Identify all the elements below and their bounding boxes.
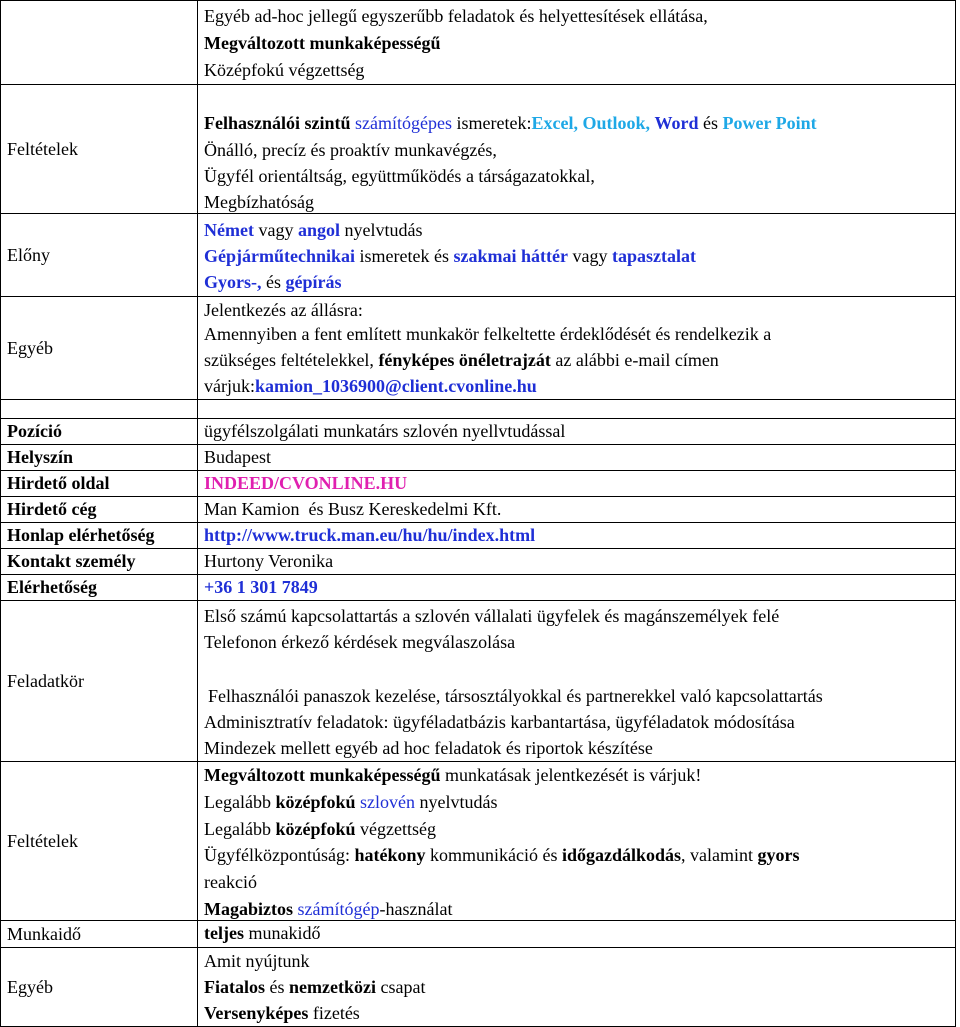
label-hirdeto-ceg: Hirdető cég [0, 496, 198, 523]
apply-seg-3: az alábbi e-mail címen [555, 350, 719, 370]
apply-cell [197, 296, 956, 400]
advantages-cell [197, 213, 956, 297]
req2-hatekony: hatékony [354, 845, 426, 865]
req-powerpoint: Power Point [722, 113, 817, 133]
req-line-2: Önálló, precíz és proaktív munkavégzés, [204, 140, 497, 160]
adv-line-3 [204, 269, 953, 295]
apply-line-3 [204, 347, 953, 373]
adv-nyelvtudas: nyelvtudás [344, 220, 423, 240]
top-line-1: Egyéb ad-hoc jellegű egyszerűbb feladatok és helyettesítések ellátása, [204, 6, 708, 26]
adv-line-2 [204, 243, 953, 269]
req2-kozepfoku: középfokú [275, 792, 356, 812]
adv-angol: angol [297, 220, 340, 240]
label-egyeb: Egyéb [0, 296, 198, 400]
value-kontakt: Hurtony Veronika [197, 548, 956, 575]
label-egyeb-2: Egyéb [0, 947, 198, 1027]
tasks-cell [197, 600, 956, 762]
req2-valamint: , valamint [681, 845, 753, 865]
req2-ugyfelkozpont: Ügyfélközpontúság: [204, 845, 350, 865]
req-line-3: Ügyfél orientáltság, együttműködés a társágazatokkal, [204, 166, 595, 186]
other-fiatalos: Fiatalos [204, 977, 265, 997]
req2-kommunikacio: kommunikáció és [429, 845, 558, 865]
req2-magabiztos: Magabiztos [204, 899, 293, 919]
req2-line-4 [204, 842, 953, 868]
other-nemzetkozi: nemzetközi [289, 977, 376, 997]
req-line-4: Megbízhatóság [204, 192, 314, 212]
other-versenykepes: Versenyképes [204, 1003, 309, 1023]
apply-seg-1: szükséges feltételekkel, [204, 350, 374, 370]
req2-kozepfoku-2: középfokú [275, 819, 356, 839]
req2-line-3 [204, 816, 953, 842]
work-teljes: teljes [204, 923, 244, 943]
req2-nyelvtudas: nyelvtudás [419, 792, 498, 812]
label-empty-top [0, 0, 198, 85]
label-munkaido: Munkaidő [0, 920, 198, 948]
top-line-2: Megváltozott munkaképességű [204, 33, 441, 53]
other-line-2 [204, 974, 953, 1000]
req-seg-2: számítógépes [355, 113, 452, 133]
other-line-1: Amit nyújtunk [204, 951, 310, 971]
req2-line-5: reakció [204, 872, 257, 892]
req2-szloven: szlovén [359, 792, 415, 812]
adv-es: és [266, 272, 281, 292]
other-es: és [269, 977, 285, 997]
requirements-2-cell [197, 761, 956, 921]
label-feltetelek: Feltételek [0, 84, 198, 214]
req2-legalabb: Legalább [204, 792, 271, 812]
label-pozicio: Pozíció [0, 418, 198, 445]
value-hirdeto-oldal: INDEED/CVONLINE.HU [197, 470, 956, 497]
apply-line-2: Amennyiben a fent említett munkakör felkeltette érdeklődését és rendelkezik a [204, 324, 772, 344]
adv-tapasztalat: tapasztalat [611, 246, 696, 266]
req2-megvaltozott: Megváltozott munkaképességű [204, 765, 441, 785]
adv-gepjarmu: Gépjárműtechnikai [204, 246, 355, 266]
req2-idogazdalkodas: időgazdálkodás [561, 845, 682, 865]
label-elerhetoseg: Elérhetőség [0, 574, 198, 601]
top-values-cell [197, 0, 956, 85]
req-computer-line [204, 110, 953, 136]
value-honlap-link[interactable]: http://www.truck.man.eu/hu/hu/index.html [197, 522, 956, 549]
req2-line-6 [204, 896, 953, 921]
req2-hasznalat: -használat [379, 899, 453, 919]
apply-line-1: Jelentkezés az állásra: [204, 300, 363, 320]
label-kontakt: Kontakt személy [0, 548, 198, 575]
task-line-5: Mindezek mellett egyéb ad hoc feladatok és riportok készítése [204, 738, 653, 758]
req2-line-1 [204, 762, 953, 788]
adv-ismeretek: ismeretek és [359, 246, 449, 266]
label-honlap: Honlap elérhetőség [0, 522, 198, 549]
req-seg-1: Felhasználói szintű [204, 113, 351, 133]
req2-munkatasak: munkatásak jelentkezését is várjuk! [445, 765, 702, 785]
task-line-4: Adminisztratív feladatok: ügyféladatbázis karbantartása, ügyféladatok módosítása [204, 712, 795, 732]
apply-varjuk: várjuk: [204, 376, 255, 396]
task-line-3: Felhasználói panaszok kezelése, társosztályokkal és partnerekkel való kapcsolattartás [208, 686, 823, 706]
label-feltetelek-2: Feltételek [0, 761, 198, 921]
work-munakido: munakidő [248, 923, 321, 943]
req2-line-2 [204, 789, 953, 815]
requirements-cell [197, 84, 956, 214]
apply-line-4 [204, 373, 953, 399]
value-pozicio: ügyfélszolgálati munkatárs szlovén nyellvtudással [197, 418, 956, 445]
adv-nemet: Német [204, 220, 254, 240]
separator-left [0, 399, 198, 419]
adv-szakmai: szakmai háttér [453, 246, 568, 266]
task-line-1: Első számú kapcsolattartás a szlovén vállalati ügyfelek és magánszemélyek felé [204, 606, 780, 626]
other-line-3 [204, 1000, 953, 1026]
other-cell [197, 947, 956, 1027]
label-elony: Előny [0, 213, 198, 297]
adv-vagy: vagy [258, 220, 294, 240]
req-and: és [703, 113, 719, 133]
label-helyszin: Helyszín [0, 444, 198, 471]
task-line-2: Telefonon érkező kérdések megválaszolása [204, 632, 516, 652]
top-line-3: Középfokú végzettség [204, 60, 365, 80]
adv-gepiras: gépírás [285, 272, 342, 292]
req-word: Word [654, 113, 699, 133]
label-feladatkor: Feladatkör [0, 600, 198, 762]
value-elerhetoseg: +36 1 301 7849 [197, 574, 956, 601]
adv-vagy-2: vagy [572, 246, 608, 266]
req-outlook: Outlook, [582, 113, 651, 133]
value-hirdeto-ceg: Man Kamion és Busz Kereskedelmi Kft. [197, 496, 956, 523]
req2-gyors: gyors [757, 845, 800, 865]
other-csapat: csapat [380, 977, 426, 997]
adv-gyors: Gyors-, [204, 272, 262, 292]
work-cell [197, 920, 956, 948]
separator-right [197, 399, 956, 419]
req2-szamitogep: számítógép [297, 899, 380, 919]
adv-line-1 [204, 217, 953, 243]
req2-legalabb-2: Legalább [204, 819, 271, 839]
req-excel: Excel, [531, 113, 578, 133]
apply-seg-2: fényképes önéletrajzát [378, 350, 551, 370]
apply-email-link[interactable]: kamion_1036900@client.cvonline.hu [255, 376, 537, 396]
other-fizetes: fizetés [312, 1003, 360, 1023]
label-hirdeto-oldal: Hirdető oldal [0, 470, 198, 497]
req2-vegzettseg: végzettség [359, 819, 436, 839]
value-helyszin: Budapest [197, 444, 956, 471]
req-seg-3: ismeretek: [456, 113, 532, 133]
